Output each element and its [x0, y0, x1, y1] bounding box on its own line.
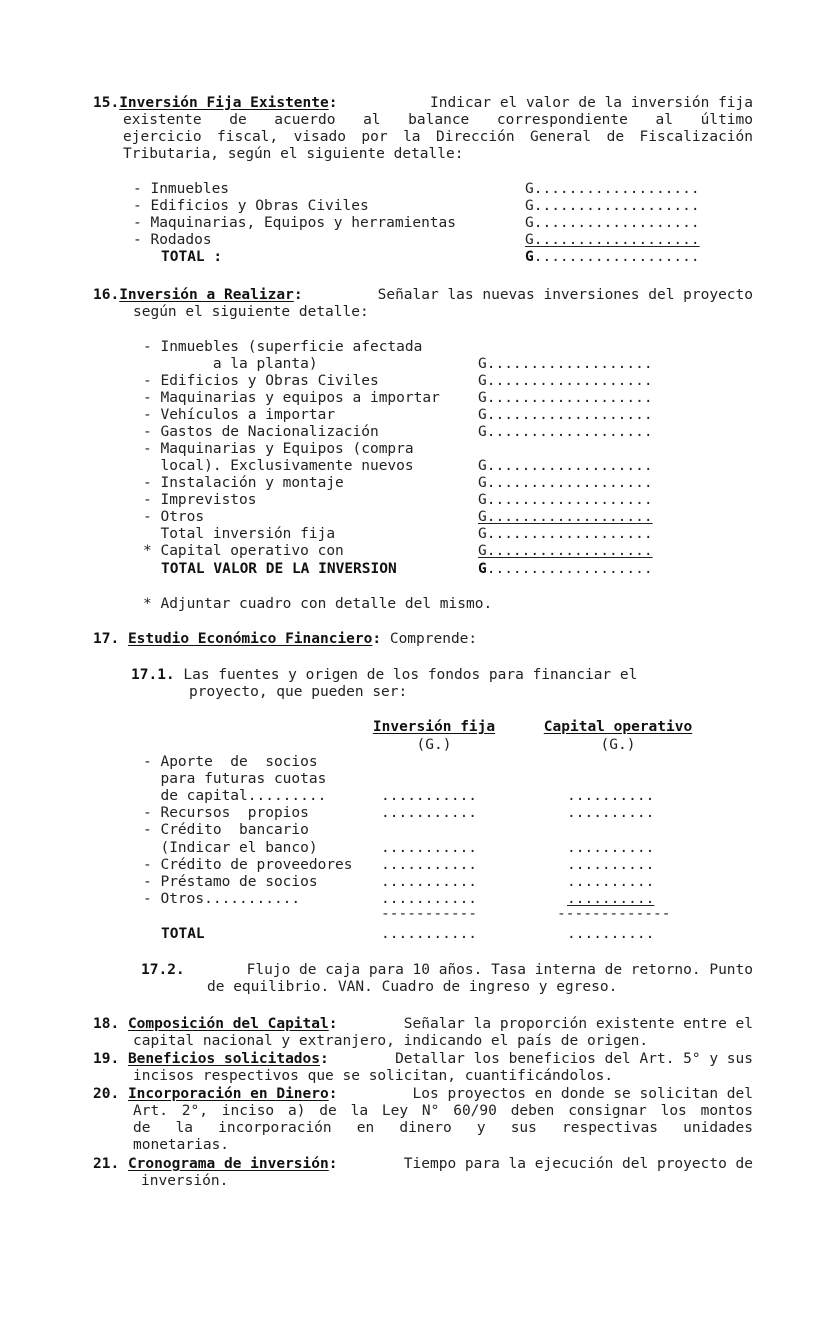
column-header-capital-operativo: Capital operativo	[543, 719, 693, 735]
item-label: Total inversión fija	[143, 526, 336, 542]
funding-row-c1: ...........	[381, 891, 478, 907]
section-number: 16.	[93, 287, 120, 303]
item-value: G...................	[478, 543, 653, 559]
item-value: G...................	[478, 356, 653, 372]
paragraph-line: proyecto, que pueden ser:	[189, 684, 408, 700]
paragraph-line: Los proyectos en donde se solicitan del	[412, 1086, 753, 1102]
funding-row-c1: ...........	[381, 874, 478, 890]
item-value: G...................	[478, 458, 653, 474]
section-21-heading	[93, 1156, 753, 1173]
item-value: G...................	[478, 509, 653, 525]
footnote: * Adjuntar cuadro con detalle del mismo.	[143, 596, 493, 612]
section-title: Estudio Económico Financiero	[127, 631, 373, 647]
item-label: - Inmuebles (superficie afectada	[143, 339, 423, 355]
section-number: 19.	[93, 1051, 120, 1067]
colon: :	[372, 631, 382, 647]
total-label: TOTAL	[161, 926, 205, 942]
paragraph-line: Señalar la proporción existente entre el	[403, 1016, 753, 1032]
section-title: Cronograma de inversión	[127, 1156, 329, 1172]
section-20-heading	[93, 1086, 753, 1103]
section-title: Composición del Capital	[127, 1016, 329, 1032]
subsection-17-1	[131, 667, 637, 684]
total-c2: ..........	[567, 926, 655, 942]
item-label: - Vehículos a importar	[143, 407, 336, 423]
total-value: G...................	[525, 249, 700, 265]
item-value: G...................	[478, 492, 653, 508]
section-18-heading	[93, 1016, 753, 1033]
section-16-heading	[93, 287, 753, 304]
funding-row-label: - Crédito de proveedores	[143, 857, 353, 873]
colon: :	[328, 1086, 338, 1102]
item-label: local). Exclusivamente nuevos	[143, 458, 414, 474]
paragraph-line: Las fuentes y origen de los fondos para financiar el	[183, 667, 638, 683]
funding-row-label: - Aporte de socios	[143, 754, 318, 770]
item-label: - Maquinarias y Equipos (compra	[143, 441, 414, 457]
paragraph-line: ejercicio fiscal, visado por la Dirección General de Fiscalización	[123, 129, 753, 145]
total-c1: ...........	[381, 926, 478, 942]
section-number: 20.	[93, 1086, 120, 1102]
item-label: - Edificios y Obras Civiles	[133, 198, 369, 214]
paragraph-line: Señalar las nuevas inversiones del proyecto	[377, 287, 753, 303]
paragraph-line: capital nacional y extranjero, indicando el país de origen.	[133, 1033, 649, 1049]
column-unit: (G.)	[416, 737, 452, 753]
funding-row-label: - Recursos propios	[143, 805, 309, 821]
section-number: 17.	[93, 631, 120, 647]
item-label: - Maquinarias, Equipos y herramientas	[133, 215, 457, 231]
funding-row-c1: ...........	[381, 805, 478, 821]
item-label: - Otros	[143, 509, 205, 525]
item-value: G...................	[525, 232, 700, 248]
funding-row-label: - Crédito bancario	[143, 822, 309, 838]
funding-row-c1: ...........	[381, 840, 478, 856]
colon: :	[320, 1051, 329, 1067]
section-title: Inversión a Realizar	[119, 287, 294, 303]
item-label: - Maquinarias y equipos a importar	[143, 390, 440, 406]
section-title: Inversión Fija Existente	[119, 95, 329, 111]
paragraph-line: inversión.	[141, 1173, 229, 1189]
funding-row-c2: ..........	[567, 788, 655, 804]
item-label: - Inmuebles	[133, 181, 230, 197]
column-header-inversion-fija: Inversión fija	[372, 719, 496, 735]
paragraph-line: existente de acuerdo al balance correspondiente al último	[123, 112, 753, 128]
item-label: - Imprevistos	[143, 492, 257, 508]
item-value: G...................	[478, 526, 653, 542]
item-label: * Capital operativo con	[143, 543, 344, 559]
section-number: 15.	[93, 95, 120, 111]
funding-row-label: - Otros...........	[143, 891, 301, 907]
total-dots: ...................	[486, 561, 653, 577]
total-value: G...................	[478, 561, 653, 577]
column-unit: (G.)	[600, 737, 636, 753]
item-label: - Instalación y montaje	[143, 475, 344, 491]
funding-row-c2: ..........	[567, 857, 655, 873]
funding-row-c2: ..........	[567, 874, 655, 890]
paragraph-line: incisos respectivos que se solicitan, cuantificándolos.	[133, 1068, 614, 1084]
colon: :	[293, 287, 303, 303]
subsection-17-2	[141, 962, 753, 979]
section-19-heading	[93, 1051, 753, 1068]
item-label: - Gastos de Nacionalización	[143, 424, 379, 440]
paragraph-line: Tiempo para la ejecución del proyecto de	[403, 1156, 753, 1172]
funding-row-c1: ...........	[381, 788, 478, 804]
subsection-number: 17.2.	[141, 962, 185, 978]
item-value: G...................	[478, 407, 653, 423]
funding-row-c2: ..........	[567, 805, 655, 821]
funding-row-label: de capital.........	[143, 788, 327, 804]
funding-row-c1: ...........	[381, 857, 478, 873]
funding-row-label: para futuras cuotas	[143, 771, 327, 787]
section-17-heading	[93, 631, 477, 648]
subsection-number: 17.1.	[131, 667, 175, 683]
item-value: G...................	[478, 390, 653, 406]
item-value: G...................	[478, 475, 653, 491]
paragraph-line: Detallar los beneficios del Art. 5° y sus	[395, 1051, 753, 1067]
item-label: - Edificios y Obras Civiles	[143, 373, 379, 389]
item-value: G...................	[525, 215, 700, 231]
paragraph-line: Comprende:	[381, 631, 478, 647]
funding-row-c2: ..........	[567, 840, 655, 856]
section-number: 18.	[93, 1016, 120, 1032]
section-15-heading	[93, 95, 753, 112]
item-value: G...................	[525, 181, 700, 197]
item-value: G...................	[478, 424, 653, 440]
paragraph-line: monetarias.	[133, 1137, 230, 1153]
paragraph-line: de la incorporación en dinero y sus respectivas unidades	[133, 1120, 753, 1136]
total-dots: ...................	[533, 249, 700, 265]
funding-row-c2: ..........	[567, 891, 655, 907]
funding-row-label: - Préstamo de socios	[143, 874, 318, 890]
paragraph-line: Tributaria, según el siguiente detalle:	[123, 146, 464, 162]
separator-line: -------------	[557, 906, 671, 922]
section-title: Beneficios solicitados	[127, 1051, 320, 1067]
colon: :	[328, 95, 338, 111]
paragraph-line: de equilibrio. VAN. Cuadro de ingreso y egreso.	[207, 979, 618, 995]
total-label: TOTAL VALOR DE LA INVERSION	[161, 561, 397, 577]
item-label: a la planta)	[143, 356, 318, 372]
colon: :	[328, 1156, 338, 1172]
colon: :	[328, 1016, 338, 1032]
section-title: Incorporación en Dinero	[127, 1086, 329, 1102]
item-value: G...................	[525, 198, 700, 214]
item-value: G...................	[478, 373, 653, 389]
separator-line: -----------	[381, 906, 478, 922]
paragraph-line: Flujo de caja para 10 años. Tasa interna de retorno. Punto	[246, 962, 753, 978]
section-number: 21.	[93, 1156, 120, 1172]
total-label: TOTAL :	[161, 249, 223, 265]
paragraph-line: según el siguiente detalle:	[133, 304, 369, 320]
paragraph-line: Art. 2°, inciso a) de la Ley N° 60/90 deben consignar los montos	[133, 1103, 753, 1119]
funding-row-label: (Indicar el banco)	[143, 840, 318, 856]
item-label: - Rodados	[133, 232, 212, 248]
paragraph-line: Indicar el valor de la inversión fija	[429, 95, 753, 111]
